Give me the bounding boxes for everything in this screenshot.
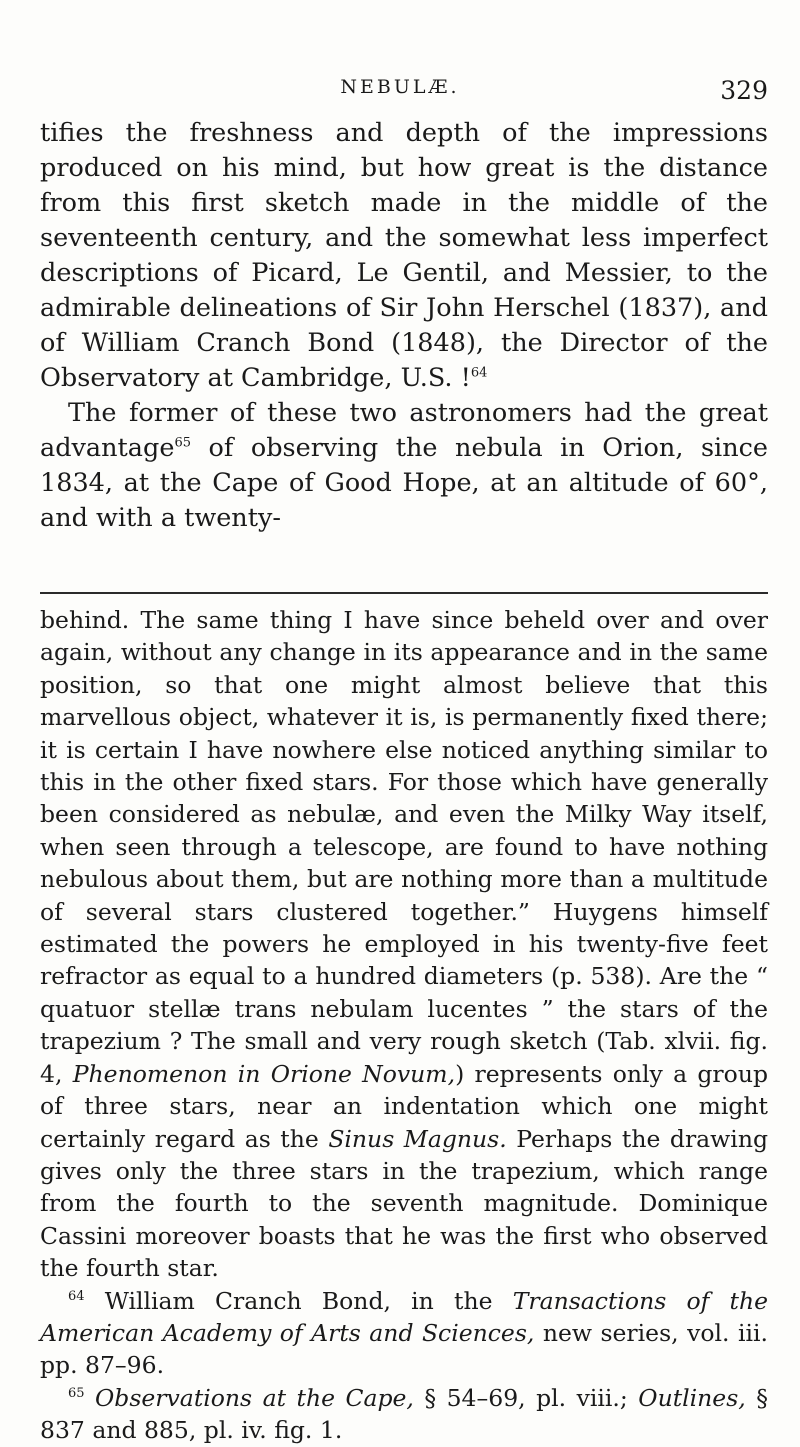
footnote-continued-title-1: Phenomenon in Orione Novum, [72, 1059, 456, 1088]
footnote-divider [40, 592, 768, 594]
paragraph-1-text: tifies the freshness and depth of the impressions produced on his mind, but how great is the distance from this first sketch made in the middle of the seventeenth century, and the somewhat less imperfect descriptions of Picard, Le Gentil, and Messier, to the admirable delineations of Sir John Herschel (1837), and of William Cranch Bond (1848), the Director of the Observatory at Cambridge, U.S. ! [40, 118, 768, 393]
running-head [0, 76, 800, 106]
paragraph-2-text-a: The former of these two astronomers had the great advantage [40, 398, 768, 463]
paragraph-2 [40, 396, 768, 536]
footnote-continued-text-2: ) represents only a group of three stars, near an indentation which one might certainly regard as the [40, 1059, 768, 1153]
footnote-65-number: 65 [68, 1385, 85, 1401]
main-text [40, 116, 768, 536]
footnote-64-text-1: William Cranch Bond, in the [84, 1286, 513, 1315]
footnotes [40, 604, 768, 1447]
footnote-64-title: Transactions of the American Academy of Arts and Sciences, [40, 1286, 768, 1347]
footnote-64 [40, 1285, 768, 1382]
footnote-continued-text-3: Perhaps the drawing gives only the three stars in the trapezium, which range from the fourth to the seventh magnitude. Dominique Cassini moreover boasts that he was the first who observed the fourth star. [40, 1124, 768, 1283]
footnote-continued-title-2: Sinus Magnus. [328, 1124, 507, 1153]
footnote-64-text-2: new series, vol. iii. pp. 87–96. [40, 1318, 768, 1380]
footnote-ref-65[interactable]: 65 [174, 435, 191, 451]
paragraph-2-text-b: of observing the nebula in Orion, since 1834, at the Cape of Good Hope, at an altitude of 60°, and with a twenty- [40, 433, 768, 533]
footnote-65-title-2: Outlines, [638, 1383, 746, 1412]
footnote-continued-text-1: behind. The same thing I have since beheld over and over again, without any change in its appearance and in the same position, so that one might almost believe that this marvellous object, whatever it is, is permanently fixed there; it is certain I have nowhere else noticed anything similar to this in the other fixed stars. For those which have generally been considered as nebulæ, and even the Milky Way itself, when seen through a telescope, are found to have nothing nebulous about them, but are nothing more than a multitude of several stars clustered together.” Huygens himself estimated the powers he employed in his twenty-five feet refractor as equal to a hundred diameters (p. 538). Are the “ quatuor stellæ trans nebulam lucentes ” the stars of the trapezium ? The small and very rough sketch (Tab. xlvii. fig. 4, [40, 606, 768, 1088]
footnote-65 [40, 1382, 768, 1447]
footnote-65-text-1: § 54–69, pl. viii.; [413, 1383, 639, 1412]
footnote-continued [40, 604, 768, 1285]
footnote-ref-64[interactable]: 64 [470, 365, 488, 381]
footnote-65-title-1: Observations at the Cape, [84, 1383, 414, 1412]
page-number: 329 [720, 76, 768, 105]
running-head-title: NEBULÆ. [340, 76, 460, 98]
paragraph-1 [40, 116, 768, 396]
footnote-64-number: 64 [68, 1288, 85, 1304]
footnote-65-text-2: § 837 and 885, pl. iv. fig. 1. [40, 1383, 768, 1445]
